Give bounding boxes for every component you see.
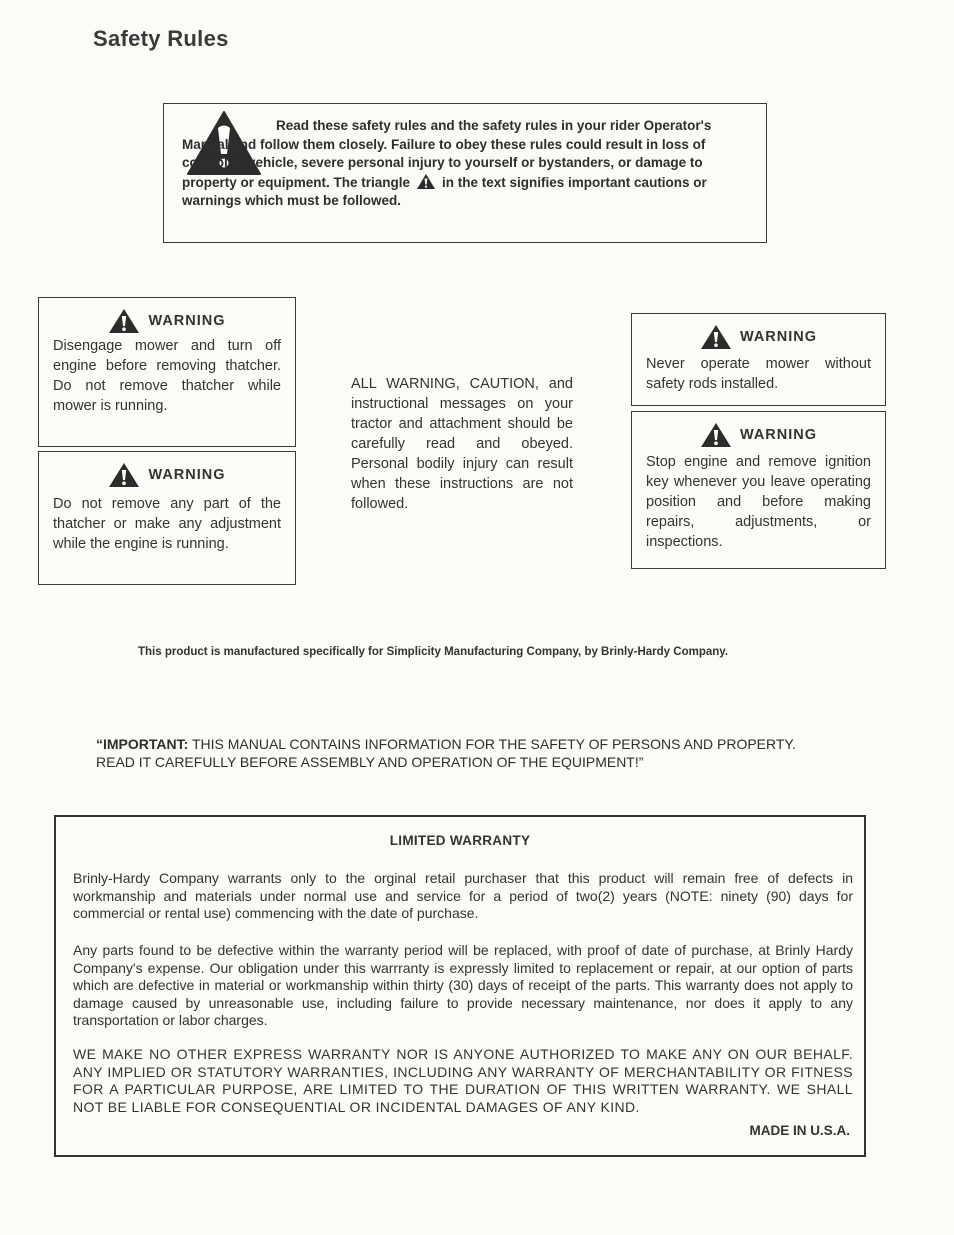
important-notice: [96, 735, 836, 771]
intro-text-end: in the text signifies important cautions or warnings which must be followed.: [182, 174, 707, 208]
center-notice: ALL WARNING, CAUTION, and instructional messages on your tractor and attachment should be carefully read and obeyed. Personal bodily injury can result when these instructions are not followed.: [351, 376, 573, 512]
warning-heading: [39, 308, 295, 334]
warranty-paragraph: Any parts found to be defective within the warranty period will be replaced, with proof of date of purchase, at Brinly Hardy Company's expense. Our obligation under this warrranty is expressly limited to replacement or repair, at our option of parts which are defective in material or workmanship within thirty (30) days of receipt of the parts. This warranty does not apply to damage caused by unreasonable use, including failure to provide necessary maintenance, nor does it apply to any transportation or labor charges.: [73, 942, 853, 1028]
warning-heading: [632, 324, 885, 350]
warning-box-remove-thatcher: [38, 297, 296, 447]
made-in-label: MADE IN U.S.A.: [749, 1123, 850, 1138]
warning-text: Do not remove any part of the thatcher or make any adjustment while the engine is running.: [53, 496, 281, 552]
warning-box-remove-parts: [38, 451, 296, 585]
important-text: THIS MANUAL CONTAINS INFORMATION FOR THE SAFETY OF PERSONS AND PROPERTY. READ IT CAREFULLY BEFORE ASSEMBLY AND OPERATION OF THE EQUIPMENT!”: [96, 736, 796, 770]
warning-triangle-icon: [108, 308, 140, 334]
warning-text: Disengage mower and turn off engine before removing thatcher. Do not remove thatcher while mower is running.: [53, 338, 281, 414]
warranty-title: LIMITED WARRANTY: [389, 833, 531, 848]
important-label: “IMPORTANT:: [96, 736, 189, 752]
page-title: Safety Rules: [93, 26, 229, 51]
warning-box-stop-engine: [631, 411, 886, 569]
warranty-box: [54, 815, 866, 1157]
warning-box-safety-rods: [631, 313, 886, 406]
warning-triangle-icon: [416, 173, 436, 190]
warning-heading-text: WARNING: [148, 467, 226, 483]
intro-text: [182, 117, 748, 211]
warning-heading-text: WARNING: [148, 313, 226, 329]
warning-triangle-icon: [108, 462, 140, 488]
warning-heading-text: WARNING: [739, 427, 818, 443]
warning-triangle-icon: [700, 324, 732, 350]
product-note: This product is manufactured specifically for Simplicity Manufacturing Company, by Brinly-Hardy Company.: [138, 646, 729, 658]
warning-heading: [632, 422, 885, 448]
warning-heading-text: WARNING: [739, 329, 818, 345]
warning-triangle-icon: [700, 422, 732, 448]
intro-box: [163, 103, 767, 243]
warranty-paragraph: WE MAKE NO OTHER EXPRESS WARRANTY NOR IS ANYONE AUTHORIZED TO MAKE ANY ON OUR BEHALF. ANY IMPLIED OR STATUTORY WARRANTIES, INCLUDING ANY WARRANTY OF MERCHANTABILITY OR FITNESS FOR A PARTICULAR PURPOSE, ARE LIMITED TO THE DURATION OF THIS WRITTEN WARRANTY. WE SHALL NOT BE LIABLE FOR CONSEQUENTIAL OR INCIDENTAL DAMAGES OF ANY KIND.: [73, 1046, 853, 1115]
warning-heading: [39, 462, 295, 488]
intro-text-main: Read these safety rules and the safety rules in your rider Operator's Manual and follow them closely. Failure to obey these rules could result in loss of control of vehicle, severe personal injury to yourself or bystanders, or damage to property or equipment. The triangle: [182, 118, 712, 190]
warning-text: Never operate mower without safety rods installed.: [646, 356, 871, 392]
warning-text: Stop engine and remove ignition key whenever you leave operating position and before making repairs, adjustments, or inspections.: [646, 454, 871, 550]
warranty-paragraph: Brinly-Hardy Company warrants only to the orginal retail purchaser that this product will remain free of defects in workmanship and materials under normal use and service for a period of two(2) years (NOTE: ninety (90) days for commercial or rental use) commencing with the date of purchase.: [73, 870, 853, 921]
